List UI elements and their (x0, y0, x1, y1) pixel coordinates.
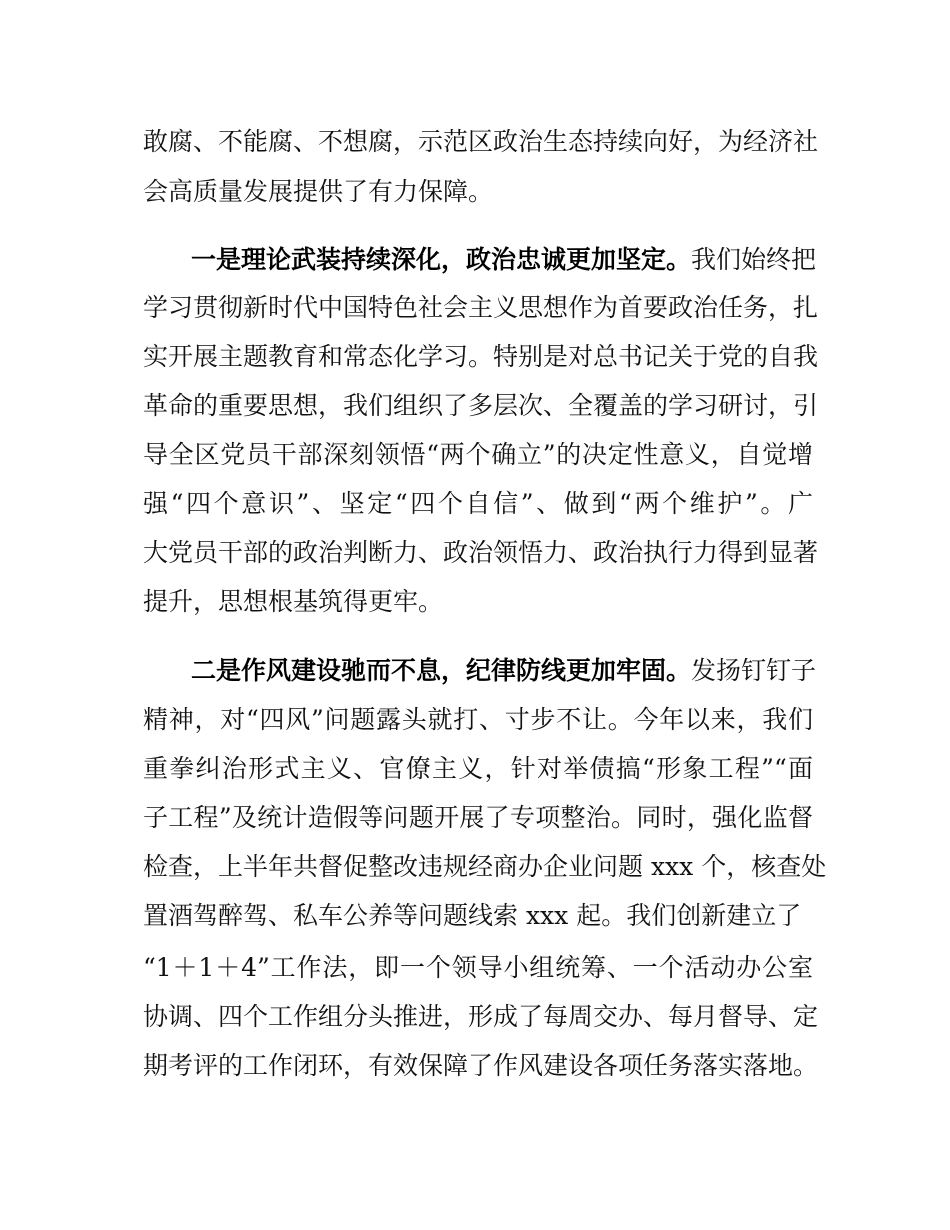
p2-line-7: “1＋1＋4”工作法，即一个领导小组统筹、一个活动办公室 (143, 953, 813, 982)
p2-line-4: 子工程”及统计造假等问题开展了专项整治。同时，强化监督 (143, 803, 813, 832)
p1-lead-heading: 一是理论武装持续深化，政治忠诚更加坚定。 (191, 245, 692, 274)
p1-line-8: 提升，思想根基筑得更牢。 (143, 587, 444, 616)
p2-line-8: 协调、四个工作组分头推进，形成了每周交办、每月督导、定 (143, 1002, 819, 1031)
intro-line-2: 会高质量发展提供了有力保障。 (143, 177, 494, 206)
p2-line-6: 置酒驾醉驾、私车公养等问题线索 xxx 起。我们创新建立了 (143, 901, 802, 930)
p2-line-9: 期考评的工作闭环，有效保障了作风建设各项任务落实落地。 (143, 1051, 819, 1080)
p2-line-2: 精神，对“四风”问题露头就打、寸步不让。今年以来，我们 (143, 705, 813, 734)
p1-line-1-rest: 我们始终把 (691, 245, 817, 274)
p1-line-4: 革命的重要思想，我们组织了多层次、全覆盖的学习研讨，引 (143, 391, 819, 420)
p2-line-1 (191, 651, 817, 691)
p2-line-1-rest: 发扬钉钉子 (691, 656, 817, 685)
p1-line-1 (191, 240, 817, 280)
p1-line-5: 导全区党员干部深刻领悟“两个确立”的决定性意义，自觉增 (143, 440, 813, 469)
intro-line-1: 敢腐、不能腐、不想腐，示范区政治生态持续向好，为经济社 (143, 127, 819, 156)
p2-line-3: 重拳纠治形式主义、官僚主义，针对举债搞“形象工程”“面 (143, 754, 813, 783)
p1-line-6: 强“四个意识”、坚定“四个自信”、做到“两个维护”。广 (143, 489, 813, 518)
p1-line-2: 学习贯彻新时代中国特色社会主义思想作为首要政治任务，扎 (143, 293, 819, 322)
p1-line-3: 实开展主题教育和常态化学习。特别是对总书记关于党的自我 (143, 342, 819, 371)
p1-line-7: 大党员干部的政治判断力、政治领悟力、政治执行力得到显著 (143, 538, 819, 567)
p2-line-5: 检查，上半年共督促整改违规经商办企业问题 xxx 个，核查处 (143, 852, 827, 881)
p2-lead-heading: 二是作风建设驰而不息，纪律防线更加牢固。 (191, 656, 692, 685)
